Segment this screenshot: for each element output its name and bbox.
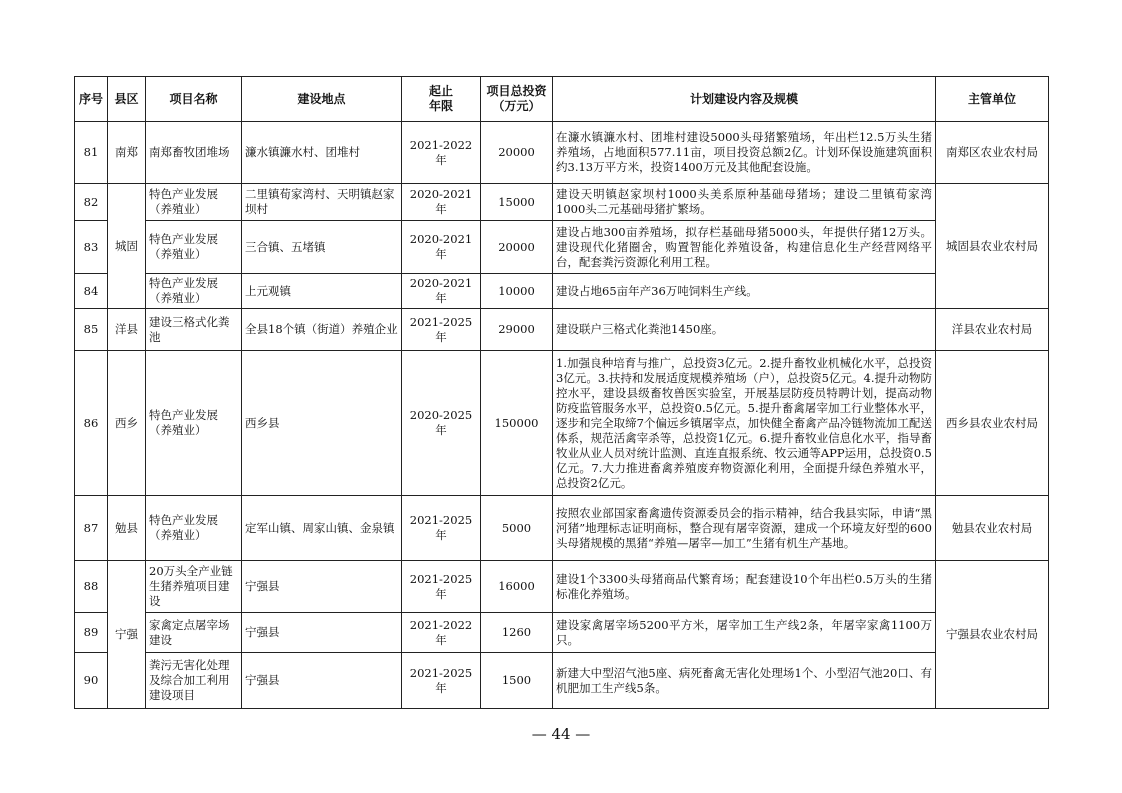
row-county: 南郑 [108, 122, 146, 184]
row-content: 1.加强良种培育与推广，总投资3亿元。2.提升畜牧业机械化水平，总投资3亿元。3.扶持和发展适度规模养殖场（户），总投资5亿元。4.提升动物防控水平，建设县级畜牧兽医实验室，开展基层防疫员特聘计划，提高动物防疫监管服务水平，总投资0.5亿元。5.提升畜禽屠宰加工行业整体水平，逐步和完全取缔7个偏远乡镇屠宰点，加快健全畜禽产品冷链物流加工配送体系，规范活禽宰杀等，总投资1亿元。6.提升畜牧业信息化水平，指导畜牧业从业人员对统计监测、直连直报系统、牧云通等APP运用，总投资0.5亿元。7.大力推进畜禽养殖废弃物资源化利用，全面提升绿色养殖水平，总投资2亿元。 [553, 351, 936, 496]
row-period: 2020-2025年 [402, 351, 481, 496]
row-investment: 29000 [481, 309, 553, 351]
row-name: 特色产业发展（养殖业） [146, 351, 242, 496]
row-no: 87 [75, 496, 108, 561]
table-row [75, 351, 1049, 496]
table-row [75, 221, 1049, 274]
row-investment: 15000 [481, 184, 553, 221]
row-unit: 城固县农业农村局 [936, 184, 1049, 309]
table-row [75, 122, 1049, 184]
row-county: 宁强 [108, 561, 146, 709]
row-period: 2021-2025年 [402, 561, 481, 613]
row-location: 全县18个镇（街道）养殖企业 [242, 309, 402, 351]
row-investment: 10000 [481, 274, 553, 309]
row-name: 20万头全产业链生猪养殖项目建设 [146, 561, 242, 613]
header-period: 起止 年限 [402, 77, 481, 122]
row-investment: 5000 [481, 496, 553, 561]
row-period: 2020-2021年 [402, 274, 481, 309]
row-county: 西乡 [108, 351, 146, 496]
row-period: 2021-2025年 [402, 496, 481, 561]
row-location: 濂水镇濂水村、团堆村 [242, 122, 402, 184]
header-content: 计划建设内容及规模 [553, 77, 936, 122]
table-row [75, 561, 1049, 613]
table-row [75, 309, 1049, 351]
row-content: 建设占地300亩养殖场，拟存栏基础母猪5000头，年提供仔猪12万头。建设现代化猪圈舍，购置智能化养殖设备，构建信息化生产经营网络平台，配套粪污资源化利用工程。 [553, 221, 936, 274]
row-content: 建设天明镇赵家坝村1000头美系原种基础母猪场；建设二里镇荀家湾1000头二元基础母猪扩繁场。 [553, 184, 936, 221]
row-content: 建设占地65亩年产36万吨饲料生产线。 [553, 274, 936, 309]
row-content: 建设家禽屠宰场5200平方米，屠宰加工生产线2条，年屠宰家禽1100万只。 [553, 613, 936, 653]
row-content: 建设1个3300头母猪商品代繁育场；配套建设10个年出栏0.5万头的生猪标准化养殖场。 [553, 561, 936, 613]
row-content: 在濂水镇濂水村、团堆村建设5000头母猪繁殖场，年出栏12.5万头生猪养殖场，占地面积577.11亩，项目投资总额2亿。计划环保设施建筑面积约3.13万平方米，投资1400万元及其他配套设施。 [553, 122, 936, 184]
row-content: 建设联户三格式化粪池1450座。 [553, 309, 936, 351]
row-unit: 宁强县农业农村局 [936, 561, 1049, 709]
row-period: 2021-2022年 [402, 122, 481, 184]
row-period: 2020-2021年 [402, 221, 481, 274]
row-unit: 勉县农业农村局 [936, 496, 1049, 561]
row-name: 建设三格式化粪池 [146, 309, 242, 351]
row-county: 勉县 [108, 496, 146, 561]
row-no: 90 [75, 653, 108, 709]
row-content: 新建大中型沼气池5座、病死畜禽无害化处理场1个、小型沼气池20口、有机肥加工生产线5条。 [553, 653, 936, 709]
row-investment: 16000 [481, 561, 553, 613]
row-name: 家禽定点屠宰场建设 [146, 613, 242, 653]
header-unit: 主管单位 [936, 77, 1049, 122]
row-no: 88 [75, 561, 108, 613]
row-no: 83 [75, 221, 108, 274]
row-period: 2021-2022年 [402, 613, 481, 653]
header-no: 序号 [75, 77, 108, 122]
row-location: 定军山镇、周家山镇、金泉镇 [242, 496, 402, 561]
row-county: 城固 [108, 184, 146, 309]
row-county: 洋县 [108, 309, 146, 351]
header-county: 县区 [108, 77, 146, 122]
row-name: 特色产业发展（养殖业） [146, 496, 242, 561]
table-row [75, 496, 1049, 561]
header-investment: 项目总投资 （万元） [481, 77, 553, 122]
row-location: 西乡县 [242, 351, 402, 496]
row-location: 宁强县 [242, 613, 402, 653]
row-investment: 1260 [481, 613, 553, 653]
row-no: 85 [75, 309, 108, 351]
row-investment: 20000 [481, 122, 553, 184]
table-row [75, 613, 1049, 653]
row-no: 86 [75, 351, 108, 496]
row-content: 按照农业部国家畜禽遗传资源委员会的指示精神，结合我县实际，申请“黑河猪”地理标志证明商标，整合现有屠宰资源，建成一个环境友好型的600头母猪规模的黑猪“养殖—屠宰—加工”生猪有机生产基地。 [553, 496, 936, 561]
row-name: 特色产业发展（养殖业） [146, 221, 242, 274]
row-period: 2021-2025年 [402, 309, 481, 351]
project-table [74, 76, 1049, 709]
row-unit: 西乡县农业农村局 [936, 351, 1049, 496]
table-row [75, 184, 1049, 221]
row-location: 二里镇荀家湾村、天明镇赵家坝村 [242, 184, 402, 221]
page-number: — 44 — [531, 725, 591, 743]
row-name: 特色产业发展（养殖业） [146, 184, 242, 221]
table-row [75, 274, 1049, 309]
row-name: 特色产业发展（养殖业） [146, 274, 242, 309]
header-location: 建设地点 [242, 77, 402, 122]
row-investment: 1500 [481, 653, 553, 709]
table-row [75, 653, 1049, 709]
row-period: 2020-2021年 [402, 184, 481, 221]
row-investment: 20000 [481, 221, 553, 274]
row-name: 南郑畜牧团堆场 [146, 122, 242, 184]
header-name: 项目名称 [146, 77, 242, 122]
row-investment: 150000 [481, 351, 553, 496]
row-unit: 洋县农业农村局 [936, 309, 1049, 351]
row-location: 宁强县 [242, 561, 402, 613]
row-unit: 南郑区农业农村局 [936, 122, 1049, 184]
row-location: 宁强县 [242, 653, 402, 709]
row-period: 2021-2025年 [402, 653, 481, 709]
table-header-row [75, 77, 1049, 122]
row-location: 三合镇、五堵镇 [242, 221, 402, 274]
row-location: 上元观镇 [242, 274, 402, 309]
row-no: 82 [75, 184, 108, 221]
row-name: 粪污无害化处理及综合加工利用建设项目 [146, 653, 242, 709]
row-no: 81 [75, 122, 108, 184]
row-no: 89 [75, 613, 108, 653]
row-no: 84 [75, 274, 108, 309]
